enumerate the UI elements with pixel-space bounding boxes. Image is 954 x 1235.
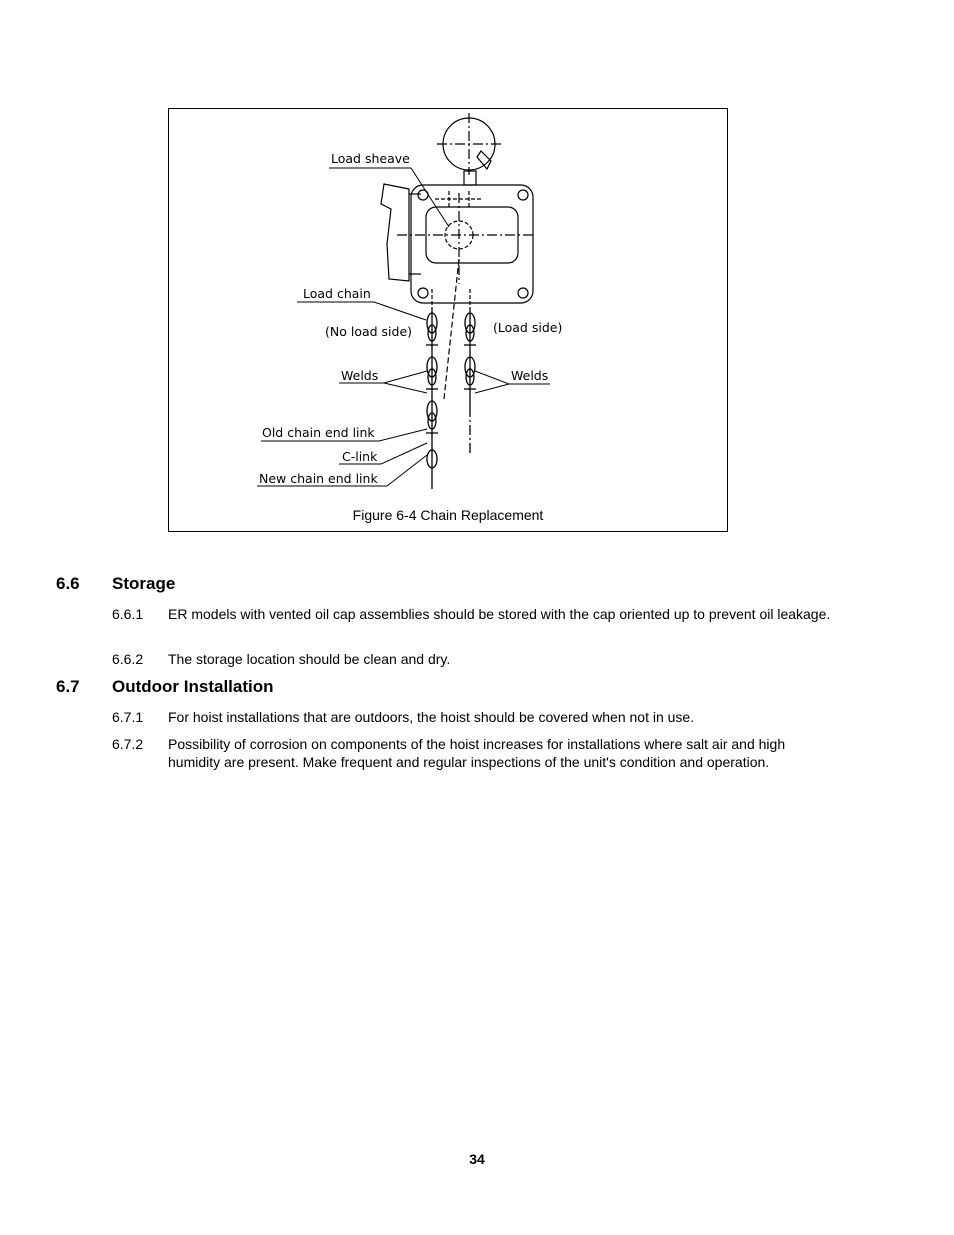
- section-number: 6.7: [56, 677, 80, 696]
- figure-chain-replacement: [168, 108, 728, 532]
- figure-caption: Figure 6-4 Chain Replacement: [352, 507, 544, 523]
- item-text: The storage location should be clean and dry.: [168, 651, 451, 667]
- item-text: Possibility of corrosion on components of the hoist increases for installations where salt air and high humidity are present. Make frequent and regular inspections of the unit's condition and operation.: [168, 736, 786, 770]
- list-item: [112, 650, 832, 668]
- section-title: Storage: [112, 574, 176, 593]
- callout-load-side: (Load side): [493, 320, 563, 335]
- hoist-diagram: [169, 109, 729, 533]
- item-number: 6.6.2: [112, 651, 144, 667]
- section-number: 6.6: [56, 574, 80, 593]
- section-heading-outdoor-installation: [56, 677, 274, 697]
- callout-new-chain-end-link: New chain end link: [259, 471, 378, 486]
- item-text: ER models with vented oil cap assemblies should be stored with the cap oriented up to prevent oil leakage.: [168, 606, 831, 622]
- side-bracket: [381, 184, 409, 281]
- callout-no-load-side: (No load side): [325, 324, 413, 339]
- callout-welds-left: Welds: [341, 368, 379, 383]
- hoist-body: [411, 185, 533, 303]
- no-load-side-chain: [426, 307, 438, 489]
- callout-old-chain-end-link: Old chain end link: [262, 425, 375, 440]
- callout-load-chain: Load chain: [303, 286, 371, 301]
- list-item: [112, 708, 832, 726]
- page-number: 34: [469, 1151, 485, 1167]
- section-heading-storage: [56, 574, 175, 594]
- item-number: 6.7.1: [112, 709, 144, 725]
- list-item: [112, 605, 832, 623]
- list-item: [112, 735, 832, 771]
- callout-c-link: C-link: [342, 449, 378, 464]
- callout-welds-right: Welds: [511, 368, 549, 383]
- item-number: 6.6.1: [112, 606, 144, 622]
- item-number: 6.7.2: [112, 736, 144, 752]
- load-side-chain: [464, 307, 476, 454]
- callout-load-sheave: Load sheave: [331, 151, 410, 166]
- section-title: Outdoor Installation: [112, 677, 274, 696]
- item-text: For hoist installations that are outdoors, the hoist should be covered when not in use.: [168, 709, 695, 725]
